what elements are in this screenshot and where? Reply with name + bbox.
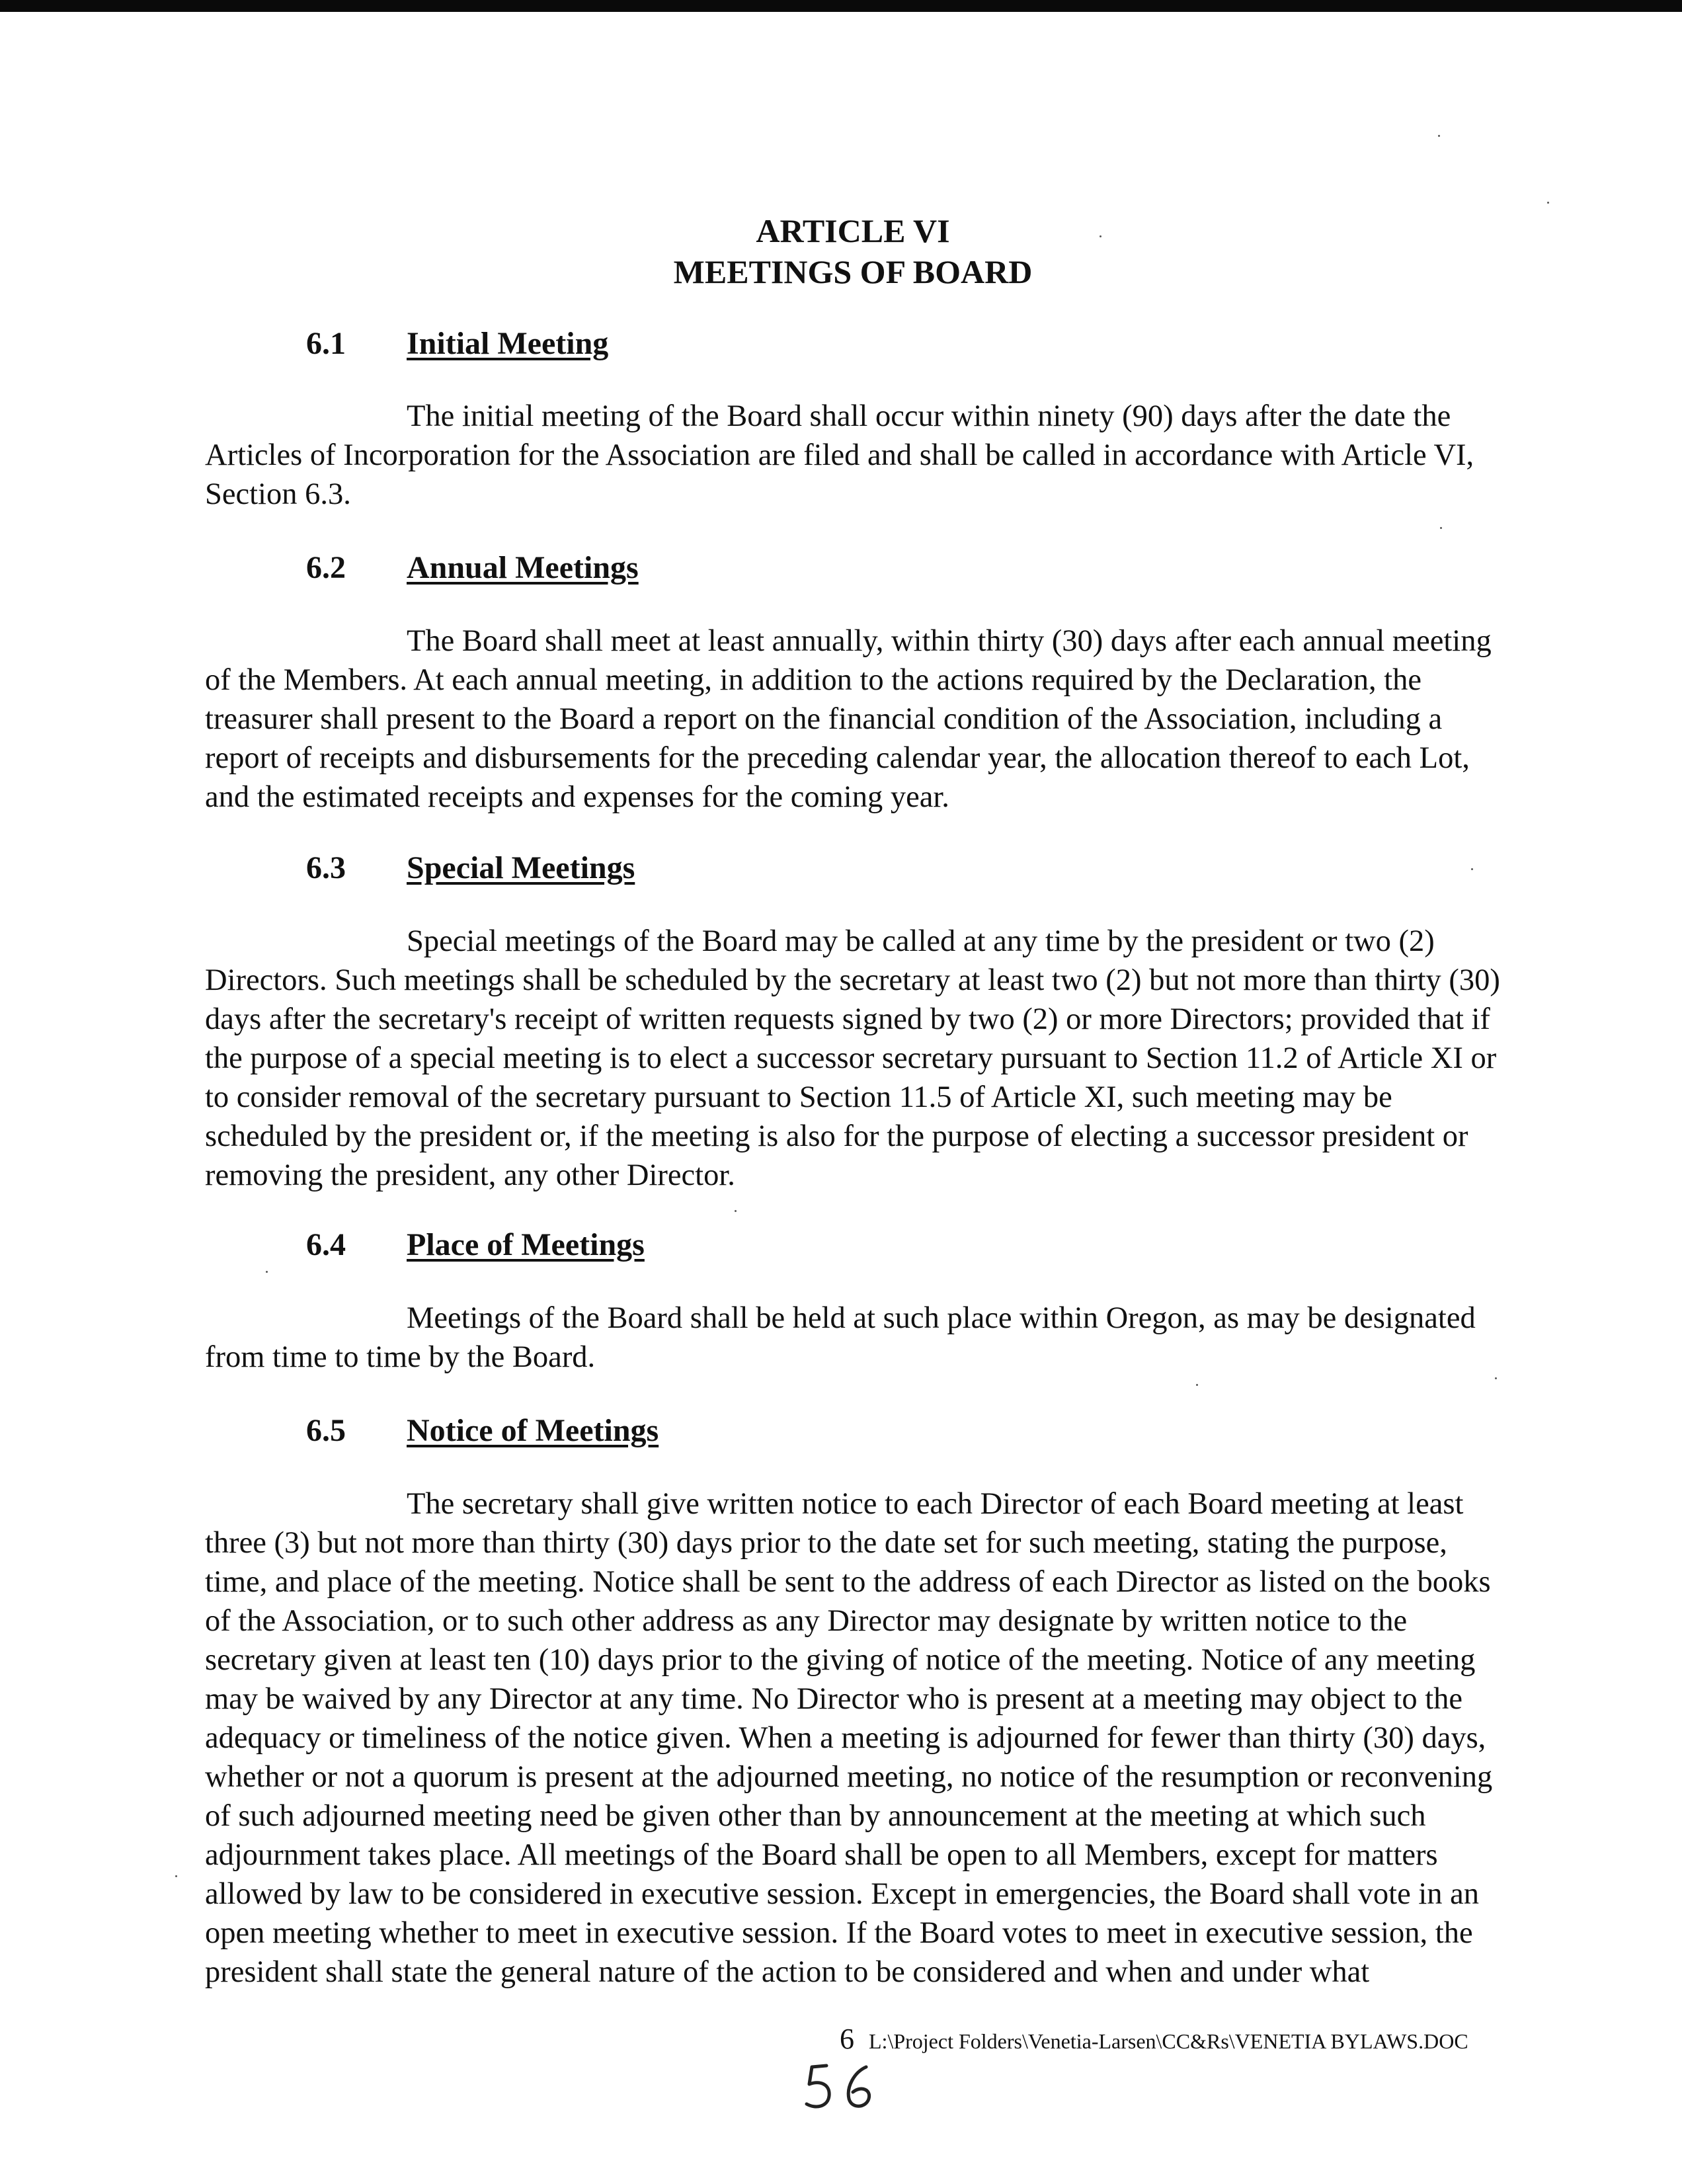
section-body-6-4: Meetings of the Board shall be held at such place within Oregon, as may be designated from time to time by the Board. — [205, 1301, 1476, 1374]
section-number: 6.4 — [306, 1227, 346, 1262]
section-heading-6-2 — [306, 548, 639, 588]
scan-speck — [1471, 868, 1473, 870]
article-header — [0, 210, 1682, 292]
scan-speck — [1100, 235, 1101, 237]
page-footer — [840, 2025, 1468, 2056]
section-title: Notice of Meetings — [407, 1413, 659, 1448]
section-body-6-2: The Board shall meet at least annually, within thirty (30) days after each annual meeting of the Members. At each annual meeting, in addition to the actions required by the Declaration, the treasurer shall present to the Board a report on the financial condition of the Association, including a report of receipts and disbursements for the preceding calendar year, the allocation thereof to each Lot, and the estimated receipts and expenses for the coming year. — [205, 624, 1492, 814]
section-heading-6-5 — [306, 1411, 659, 1451]
article-number: ARTICLE VI — [756, 212, 950, 249]
section-title: Special Meetings — [407, 850, 635, 885]
file-path: L:\Project Folders\Venetia-Larsen\CC&Rs\VENETIA BYLAWS.DOC — [869, 2029, 1468, 2053]
handwritten-page-mark — [800, 2058, 899, 2117]
section-number: 6.2 — [306, 550, 346, 585]
scan-speck — [266, 1271, 268, 1273]
section-body-6-5: The secretary shall give written notice to each Director of each Board meeting at least three (3) but not more than thirty (30) days prior to the date set for such meeting, stating the purpose, time, and place of the meeting. Notice shall be sent to the address of each Director as listed on the books of the Association, or to such other address as any Director may designate by written notice to the secretary given at least ten (10) days prior to the giving of notice of the meeting. Notice of any meeting may be waived by any Director at any time. No Director who is present at a meeting may object to the adequacy or timeliness of the notice given. When a meeting is adjourned for fewer than thirty (30) days, whether or not a quorum is present at the adjourned meeting, no notice of the resumption or reconvening of such adjourned meeting need be given other than by announcement at the meeting at which such adjournment takes place. All meetings of the Board shall be open to all Members, except for matters allowed by law to be considered in executive session. Except in emergencies, the Board shall vote in an open meeting whether to meet in executive session. If the Board votes to meet in executive session, the president shall state the general nature of the action to be considered and when and under what — [205, 1487, 1493, 1989]
scan-speck — [1440, 527, 1442, 529]
section-heading-6-1 — [306, 324, 608, 364]
section-number: 6.1 — [306, 326, 346, 361]
section-number: 6.3 — [306, 850, 346, 885]
section-title: Annual Meetings — [407, 550, 639, 585]
section-number: 6.5 — [306, 1413, 346, 1448]
section-heading-6-4 — [306, 1225, 645, 1265]
scan-speck — [1196, 1384, 1198, 1386]
scan-speck — [1495, 1377, 1497, 1379]
section-title: Initial Meeting — [407, 326, 609, 361]
page-number: 6 — [840, 2023, 854, 2055]
scan-speck — [1547, 202, 1549, 204]
section-body-6-1: The initial meeting of the Board shall occur within ninety (90) days after the date the Articles of Incorporation for the Association are filed and shall be called in accordance with Article VI, Section 6.3. — [205, 399, 1474, 511]
section-body-6-3: Special meetings of the Board may be called at any time by the president or two (2) Directors. Such meetings shall be scheduled by the secretary at least two (2) but not more than thirty (30) days after the secretary's receipt of written requests signed by two (2) or more Directors; provided that if the purpose of a special meeting is to elect a successor secretary pursuant to Section 11.2 of Article XI or to consider removal of the secretary pursuant to Section 11.5 of Article XI, such meeting may be scheduled by the president or, if the meeting is also for the purpose of electing a successor president or removing the president, any other Director. — [205, 924, 1500, 1192]
scan-speck — [175, 1875, 177, 1877]
scan-speck — [735, 1210, 737, 1212]
section-heading-6-3 — [306, 848, 635, 888]
section-title: Place of Meetings — [407, 1227, 645, 1262]
scan-speck — [1438, 135, 1440, 137]
article-title: MEETINGS OF BOARD — [673, 253, 1033, 290]
